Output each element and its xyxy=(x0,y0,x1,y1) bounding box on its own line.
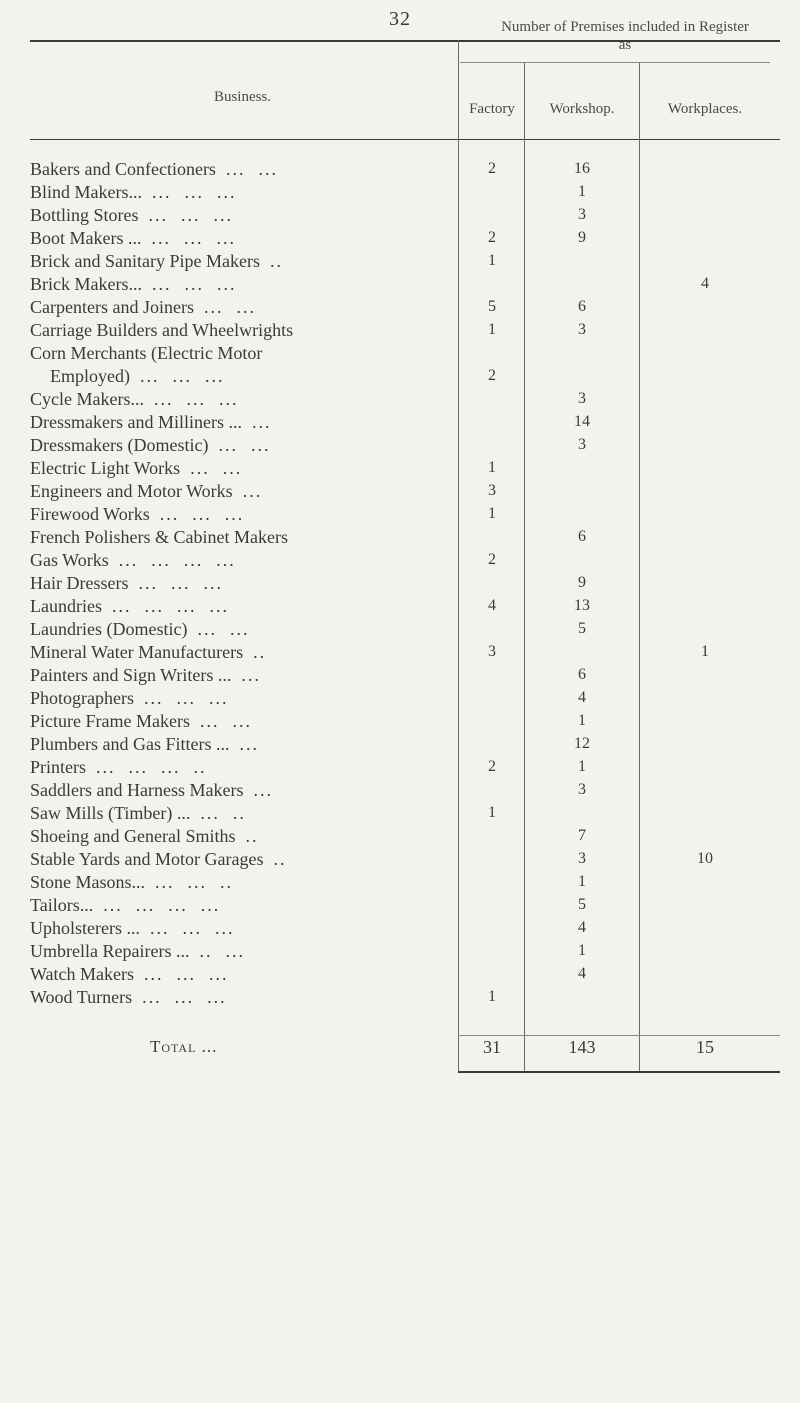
business-name: Boot Makers ... ... ... ... xyxy=(30,228,236,248)
table-row xyxy=(0,916,800,940)
business-name: Stable Yards and Motor Garages .. xyxy=(30,849,287,869)
workshop-count: 14 xyxy=(574,413,590,430)
workshop-count: 3 xyxy=(578,436,586,453)
workshop-count: 5 xyxy=(578,620,586,637)
total-label: Total ... xyxy=(150,1037,218,1056)
business-name: Wood Turners ... ... ... xyxy=(30,987,227,1007)
business-name: Electric Light Works ... ... xyxy=(30,458,243,478)
business-name: Gas Works ... ... ... ... xyxy=(30,550,236,570)
business-name: Cycle Makers... ... ... ... xyxy=(30,389,239,409)
business-name: Mineral Water Manufacturers .. xyxy=(30,642,267,662)
factory-count: 4 xyxy=(488,597,496,614)
factory-count: 2 xyxy=(488,367,496,384)
table-row xyxy=(0,203,800,227)
business-name: Upholsterers ... ... ... ... xyxy=(30,918,235,938)
workplaces-header: Workplaces. xyxy=(667,101,743,117)
factory-count: 1 xyxy=(488,505,496,522)
business-name: Saw Mills (Timber) ... ... .. xyxy=(30,803,246,823)
table-row xyxy=(0,663,800,687)
workshop-count: 1 xyxy=(578,712,586,729)
business-name: Laundries ... ... ... ... xyxy=(30,596,229,616)
business-name: Plumbers and Gas Fitters ... ... xyxy=(30,734,259,754)
workshop-count: 1 xyxy=(578,942,586,959)
table-row xyxy=(0,893,800,917)
business-name: Brick and Sanitary Pipe Makers .. xyxy=(30,251,283,271)
workshop-count: 3 xyxy=(578,206,586,223)
table-row xyxy=(0,594,800,618)
business-name: Corn Merchants (Electric Motor xyxy=(30,343,263,363)
table-row xyxy=(0,870,800,894)
factory-count: 1 xyxy=(488,252,496,269)
factory-count: 3 xyxy=(488,482,496,499)
business-name: Shoeing and General Smiths .. xyxy=(30,826,259,846)
table-row xyxy=(0,686,800,710)
workshop-count: 6 xyxy=(578,666,586,683)
table-row xyxy=(0,272,800,296)
workplaces-count: 10 xyxy=(697,850,713,867)
workshop-count: 7 xyxy=(578,827,586,844)
business-name: Blind Makers... ... ... ... xyxy=(30,182,237,202)
workshop-count: 3 xyxy=(578,781,586,798)
table-row xyxy=(0,801,800,825)
table-row xyxy=(0,364,800,388)
business-name: Picture Frame Makers ... ... xyxy=(30,711,252,731)
workplaces-count: 1 xyxy=(701,643,709,660)
table-row xyxy=(0,732,800,756)
table-row xyxy=(0,249,800,273)
table-row xyxy=(0,617,800,641)
table-row xyxy=(0,341,800,365)
workshop-count: 4 xyxy=(578,965,586,982)
table-row xyxy=(0,226,800,250)
factory-header: Factory xyxy=(469,101,515,117)
business-name: Employed) ... ... ... xyxy=(50,366,225,386)
business-name: Umbrella Repairers ... .. ... xyxy=(30,941,245,961)
table-row xyxy=(0,295,800,319)
factory-count: 1 xyxy=(488,321,496,338)
business-name: Bottling Stores ... ... ... xyxy=(30,205,234,225)
business-name: Tailors... ... ... ... ... xyxy=(30,895,221,915)
table-row xyxy=(0,318,800,342)
business-name: Painters and Sign Writers ... ... xyxy=(30,665,261,685)
header-bottom-rule xyxy=(30,139,780,140)
table-bottom-rule xyxy=(458,1071,780,1073)
table-row xyxy=(0,387,800,411)
table-row xyxy=(0,479,800,503)
business-name: Hair Dressers ... ... ... xyxy=(30,573,223,593)
workshop-count: 1 xyxy=(578,758,586,775)
business-name: French Polishers & Cabinet Makers xyxy=(30,527,288,547)
business-name: Watch Makers ... ... ... xyxy=(30,964,229,984)
header-sub-rule xyxy=(460,62,770,63)
table-row xyxy=(0,180,800,204)
business-name: Carriage Builders and Wheelwrights xyxy=(30,320,294,340)
workshop-count: 12 xyxy=(574,735,590,752)
workshop-count: 3 xyxy=(578,321,586,338)
business-name: Engineers and Motor Works ... xyxy=(30,481,263,501)
factory-count: 1 xyxy=(488,804,496,821)
table-row xyxy=(0,962,800,986)
factory-count: 2 xyxy=(488,551,496,568)
business-name: Laundries (Domestic) ... ... xyxy=(30,619,250,639)
table-row xyxy=(0,824,800,848)
table-row xyxy=(0,410,800,434)
premises-group-header: Number of Premises included in Register as xyxy=(501,19,749,53)
business-name: Printers ... ... ... .. xyxy=(30,757,207,777)
total-factory: 31 xyxy=(483,1037,501,1057)
workshop-count: 1 xyxy=(578,873,586,890)
business-name: Photographers ... ... ... xyxy=(30,688,229,708)
workshop-count: 3 xyxy=(578,390,586,407)
table-row xyxy=(0,640,800,664)
table-row xyxy=(0,456,800,480)
workshop-count: 13 xyxy=(574,597,590,614)
factory-count: 2 xyxy=(488,160,496,177)
business-name: Carpenters and Joiners ... ... xyxy=(30,297,256,317)
business-name: Bakers and Confectioners ... ... xyxy=(30,159,278,179)
business-name: Dressmakers and Milliners ... ... xyxy=(30,412,272,432)
workshop-count: 4 xyxy=(578,919,586,936)
workshop-count: 9 xyxy=(578,574,586,591)
factory-count: 1 xyxy=(488,459,496,476)
table-row xyxy=(0,502,800,526)
business-name: Stone Masons... ... ... .. xyxy=(30,872,234,892)
table-row xyxy=(0,939,800,963)
business-name: Saddlers and Harness Makers ... xyxy=(30,780,273,800)
factory-count: 2 xyxy=(488,758,496,775)
table-row xyxy=(0,548,800,572)
workshop-count: 16 xyxy=(574,160,590,177)
workshop-count: 6 xyxy=(578,528,586,545)
workshop-count: 5 xyxy=(578,896,586,913)
table-row xyxy=(0,709,800,733)
factory-count: 2 xyxy=(488,229,496,246)
workshop-count: 9 xyxy=(578,229,586,246)
table-row xyxy=(0,571,800,595)
table-row xyxy=(0,755,800,779)
total-workshop: 143 xyxy=(568,1037,596,1057)
factory-count: 3 xyxy=(488,643,496,660)
table-row xyxy=(0,157,800,181)
workshop-count: 4 xyxy=(578,689,586,706)
table-row xyxy=(0,433,800,457)
business-name: Brick Makers... ... ... ... xyxy=(30,274,237,294)
total-workplaces: 15 xyxy=(696,1037,714,1057)
business-header: Business. xyxy=(213,89,272,105)
table-row xyxy=(0,985,800,1009)
factory-count: 5 xyxy=(488,298,496,315)
factory-count: 1 xyxy=(488,988,496,1005)
table-row xyxy=(0,847,800,871)
workshop-header: Workshop. xyxy=(549,101,615,117)
table-row xyxy=(0,525,800,549)
workplaces-count: 4 xyxy=(701,275,709,292)
table-row xyxy=(0,778,800,802)
page-number: 32 xyxy=(389,8,411,30)
workshop-count: 1 xyxy=(578,183,586,200)
business-name: Firewood Works ... ... ... xyxy=(30,504,245,524)
workshop-count: 6 xyxy=(578,298,586,315)
workshop-count: 3 xyxy=(578,850,586,867)
business-name: Dressmakers (Domestic) ... ... xyxy=(30,435,271,455)
